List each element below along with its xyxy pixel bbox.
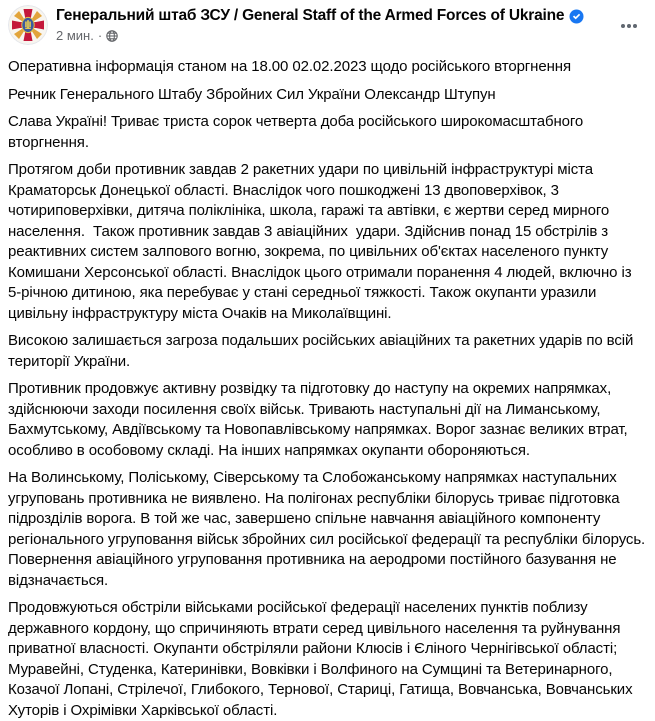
meta-separator: · bbox=[97, 28, 103, 43]
name-row bbox=[56, 7, 584, 25]
post-header bbox=[0, 0, 655, 45]
timestamp-link[interactable]: 2 мин. bbox=[56, 28, 94, 43]
post-paragraph: Слава Україні! Триває триста сорок четверта доба російського широкомасштабного вторгнення. bbox=[8, 113, 588, 151]
post-paragraph: Оперативна інформація станом на 18.00 02.02.2023 щодо російського вторгнення bbox=[8, 58, 571, 75]
globe-icon bbox=[106, 30, 118, 42]
post-meta-row bbox=[56, 28, 584, 43]
verified-badge-icon bbox=[569, 9, 584, 24]
ellipsis-icon bbox=[619, 16, 639, 36]
post-paragraph: Противник продовжує активну розвідку та підготовку до наступу на окремих напрямках, здійснюючи заходи посилення своїх військ. Тривають наступальні дії на Лиманському, Бахмутському, Авдіївському та Новопавлівському напрямках. Ворог зазнає великих втрат, особливо в особовому складі. На інших напрямках окупанти обороняються. bbox=[8, 380, 632, 459]
general-staff-emblem-icon bbox=[8, 5, 48, 45]
post-paragraph: Високою залишається загроза подальших російських авіаційних та ракетних ударів по всій території України. bbox=[8, 332, 638, 370]
post-menu-button[interactable] bbox=[613, 10, 645, 42]
post-paragraph: Протягом доби противник завдав 2 ракетних удари по цивільній інфраструктурі міста Краматорськ Донецької області. Внаслідок чого пошкоджені 13 двоповерхівок, 3 чотириповерхівки, дитяча поліклініка, школа, гаражі та автівки, є жертви серед мирного населення. Також противник завдав 3 авіаційних удари. Здійснив понад 15 обстрілів з реактивних систем залпового вогню, зокрема, по цивільних об'єктах населеного пункту Комишани Херсонської області. Внаслідок цього отримали поранення 4 людей, включно із 5-річною дитиною, яка перебуває у стані середньої тяжкості. Також окупанти уразили цивільну інфраструктуру міста Очаків на Миколаївщині. bbox=[8, 161, 636, 322]
post-body bbox=[0, 45, 655, 721]
page-avatar[interactable] bbox=[8, 5, 48, 45]
header-text-block bbox=[56, 5, 584, 43]
page-name-link[interactable]: Генеральний штаб ЗСУ / General Staff of the Armed Forces of Ukraine bbox=[56, 7, 565, 24]
post-paragraph: На Волинському, Поліському, Сіверському та Слобожанському напрямках наступальних угруповань противника не виявлено. На полігонах республіки білорусь триває підготовка підрозділів ворога. В той же час, завершено спільне навчання авіаційного компоненту регіонального угруповання військ збройних сил російської федерації та республіки білорусь. Повернення авіаційного угруповання противника на аеродроми постійного базування не відзначається. bbox=[8, 469, 650, 589]
post-paragraph: Речник Генерального Штабу Збройних Сил України Олександр Штупун bbox=[8, 85, 496, 103]
post-paragraph: Продовжуються обстріли військами російської федерації населених пунктів поблизу державного кордону, що спричиняють втрати серед цивільного населення та руйнування приватної власності. Окупанти обстріляли райони Клюсів і Єліного Чернігівської області; Муравейні, Студенка, Катеринівки, Вовківки і Волфиного на Сумщині та Ветеринарного, Козачої Лопані, Стрілечої, Глибокого, Тернової, Стариці, Гатища, Вовчанська, Вовчанських Хуторів і Охрімівки Харківської області. bbox=[8, 599, 637, 719]
